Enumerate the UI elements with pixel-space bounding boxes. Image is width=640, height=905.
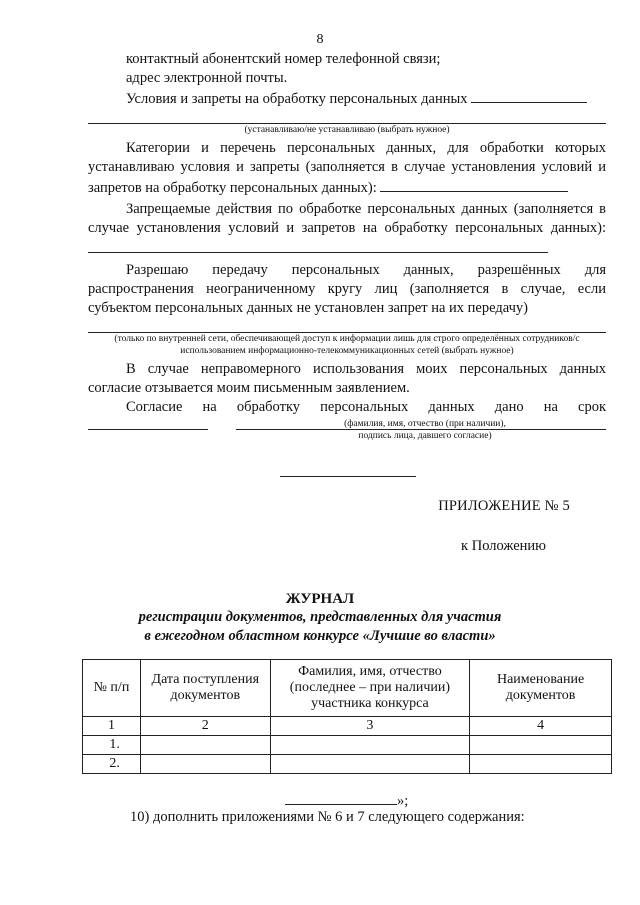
table-cell <box>270 736 469 755</box>
prohibited-text: Запрещаемые действия по обработке персональных данных (заполняется в случае установления условий и запретов на обработку персональных данных): <box>88 201 606 236</box>
column-number: 3 <box>270 717 469 736</box>
consent-text <box>88 50 606 449</box>
header-cell: Наименование документов <box>470 660 612 717</box>
journal-title: ЖУРНАЛ <box>285 591 355 607</box>
journal-table <box>82 659 612 774</box>
transfer-blank-line <box>88 318 606 333</box>
misuse-paragraph: В случае неправомерного использования моих персональных данных согласие отзывается моим письменным заявлением. <box>88 361 606 396</box>
conditions-blank-line <box>88 109 606 124</box>
header-cell: Дата поступления документов <box>140 660 270 717</box>
categories-paragraph <box>88 139 606 198</box>
signature-note: (фамилия, имя, отчество (при наличии), подпись лица, давшего согласие) <box>344 419 506 441</box>
column-number-row <box>83 717 612 736</box>
closing-quote: »; <box>397 793 409 809</box>
item-10: 10) дополнить приложениями № 6 и 7 следующего содержания: <box>130 809 525 825</box>
journal-subtitle-line: регистрации документов, представленных для участия <box>138 609 502 625</box>
journal-subtitle <box>0 608 640 646</box>
term-blank <box>88 429 208 430</box>
categories-text: Категории и перечень персональных данных, для обработки которых устанавливаю условия и запреты (заполняется в случае установления условий и запретов на обработку персональных данных): <box>88 140 606 196</box>
conditions-blank <box>471 88 587 103</box>
table-row <box>83 736 612 755</box>
term-word: дано <box>494 399 524 415</box>
conditions-note: (устанавливаю/не устанавливаю (выбрать нужное) <box>244 125 450 135</box>
column-number: 2 <box>140 717 270 736</box>
header-cell: Фамилия, имя, отчество (последнее – при наличии) участника конкурса <box>270 660 469 717</box>
table-header-row <box>83 660 612 717</box>
term-word: данных <box>428 399 475 415</box>
page-number: 8 <box>316 32 324 47</box>
phone-line: контактный абонентский номер телефонной связи; <box>126 51 441 67</box>
term-word: срок <box>578 399 606 415</box>
table-cell <box>470 755 612 774</box>
closing-blank <box>285 790 397 805</box>
table-cell <box>140 755 270 774</box>
term-line <box>88 398 606 417</box>
term-word: Согласие <box>126 399 183 415</box>
prohibited-blank <box>88 238 548 253</box>
section-divider <box>280 476 416 477</box>
appendix-subtitle: к Положению <box>461 538 546 554</box>
table-cell <box>270 755 469 774</box>
conditions-text: Условия и запреты на обработку персональных данных <box>126 91 468 107</box>
table-row <box>83 755 612 774</box>
column-number: 1 <box>83 717 141 736</box>
table-cell <box>140 736 270 755</box>
transfer-note: (только по внутренней сети, обеспечивающей доступ к информации лишь для строго определённых сотрудников/с использованием информационно-телекоммуникационных сетей (выбрать нужное) <box>114 334 580 356</box>
term-word: на <box>202 399 217 415</box>
table-cell <box>470 736 612 755</box>
term-word: обработку <box>236 399 301 415</box>
header-cell: № п/п <box>83 660 141 717</box>
conditions-line <box>88 88 606 109</box>
term-word: на <box>543 399 558 415</box>
appendix-title: ПРИЛОЖЕНИЕ № 5 <box>438 498 570 514</box>
prohibited-paragraph <box>88 200 606 259</box>
column-number: 4 <box>470 717 612 736</box>
table-cell: 1. <box>83 736 141 755</box>
categories-blank <box>380 177 568 192</box>
transfer-paragraph: Разрешаю передачу персональных данных, разрешённых для распространения неограниченному кругу лиц (заполняется в случае, если субъектом персональных данных не установлен запрет на их передачу) <box>88 262 606 316</box>
term-word: персональных <box>320 399 409 415</box>
table-cell: 2. <box>83 755 141 774</box>
journal-subtitle-line: в ежегодном областном конкурсе «Лучшие во власти» <box>144 628 496 644</box>
email-line: адрес электронной почты. <box>126 70 288 86</box>
